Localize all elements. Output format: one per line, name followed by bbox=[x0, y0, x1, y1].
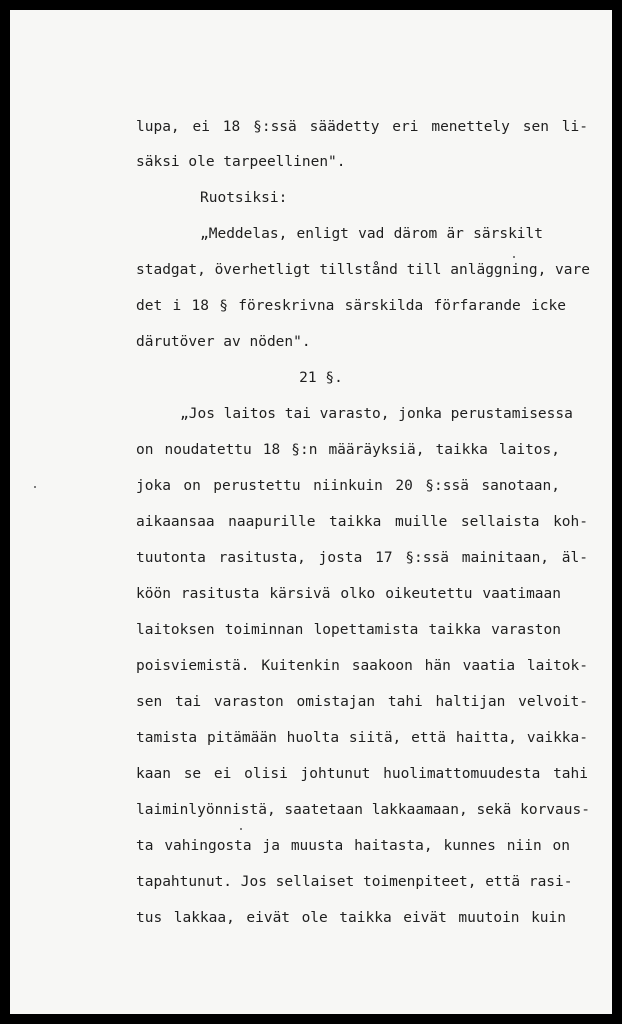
text-line: tus lakkaa, eivät ole taikka eivät muutoin kuin bbox=[136, 910, 566, 926]
text-line: on noudatettu 18 §:n määräyksiä, taikka laitos, bbox=[136, 442, 560, 458]
section-number: 21 §. bbox=[299, 370, 343, 386]
text-line: stadgat, överhetligt tillstånd till anläggning, vare bbox=[136, 262, 590, 278]
text-line: laiminlyönnistä, saatetaan lakkaamaan, sekä korvaus- bbox=[136, 802, 590, 818]
text-line: ta vahingosta ja muusta haitasta, kunnes niin on bbox=[136, 838, 570, 854]
text-line: sen tai varaston omistajan tahi haltijan velvoit- bbox=[136, 694, 588, 710]
text-line: aikaansaa naapurille taikka muille sellaista koh- bbox=[136, 514, 588, 530]
text-line: därutöver av nöden". bbox=[136, 334, 311, 350]
document-page bbox=[10, 10, 612, 1014]
text-line: lupa, ei 18 §:ssä säädetty eri menettely sen li- bbox=[136, 119, 588, 135]
text-line: poisviemistä. Kuitenkin saakoon hän vaatia laitok- bbox=[136, 658, 588, 674]
scan-speck bbox=[240, 828, 242, 830]
section-heading-swedish: Ruotsiksi: bbox=[200, 190, 288, 206]
text-line: „Jos laitos tai varasto, jonka perustamisessa bbox=[180, 406, 573, 422]
text-line: tuutonta rasitusta, josta 17 §:ssä mainitaan, äl- bbox=[136, 550, 588, 566]
text-line: tapahtunut. Jos sellaiset toimenpiteet, että rasi- bbox=[136, 874, 573, 890]
scan-speck bbox=[34, 486, 36, 488]
text-line: köön rasitusta kärsivä olko oikeutettu vaatimaan bbox=[136, 586, 561, 602]
text-line: „Meddelas, enligt vad därom är särskilt bbox=[200, 226, 543, 242]
scan-speck bbox=[513, 256, 515, 258]
text-line: joka on perustettu niinkuin 20 §:ssä sanotaan, bbox=[136, 478, 560, 494]
text-line: kaan se ei olisi johtunut huolimattomuudesta tahi bbox=[136, 766, 588, 782]
text-line: tamista pitämään huolta siitä, että haitta, vaikka- bbox=[136, 730, 588, 746]
text-line: laitoksen toiminnan lopettamista taikka varaston bbox=[136, 622, 561, 638]
text-line: säksi ole tarpeellinen". bbox=[136, 154, 346, 170]
text-line: det i 18 § föreskrivna särskilda förfarande icke bbox=[136, 298, 566, 314]
